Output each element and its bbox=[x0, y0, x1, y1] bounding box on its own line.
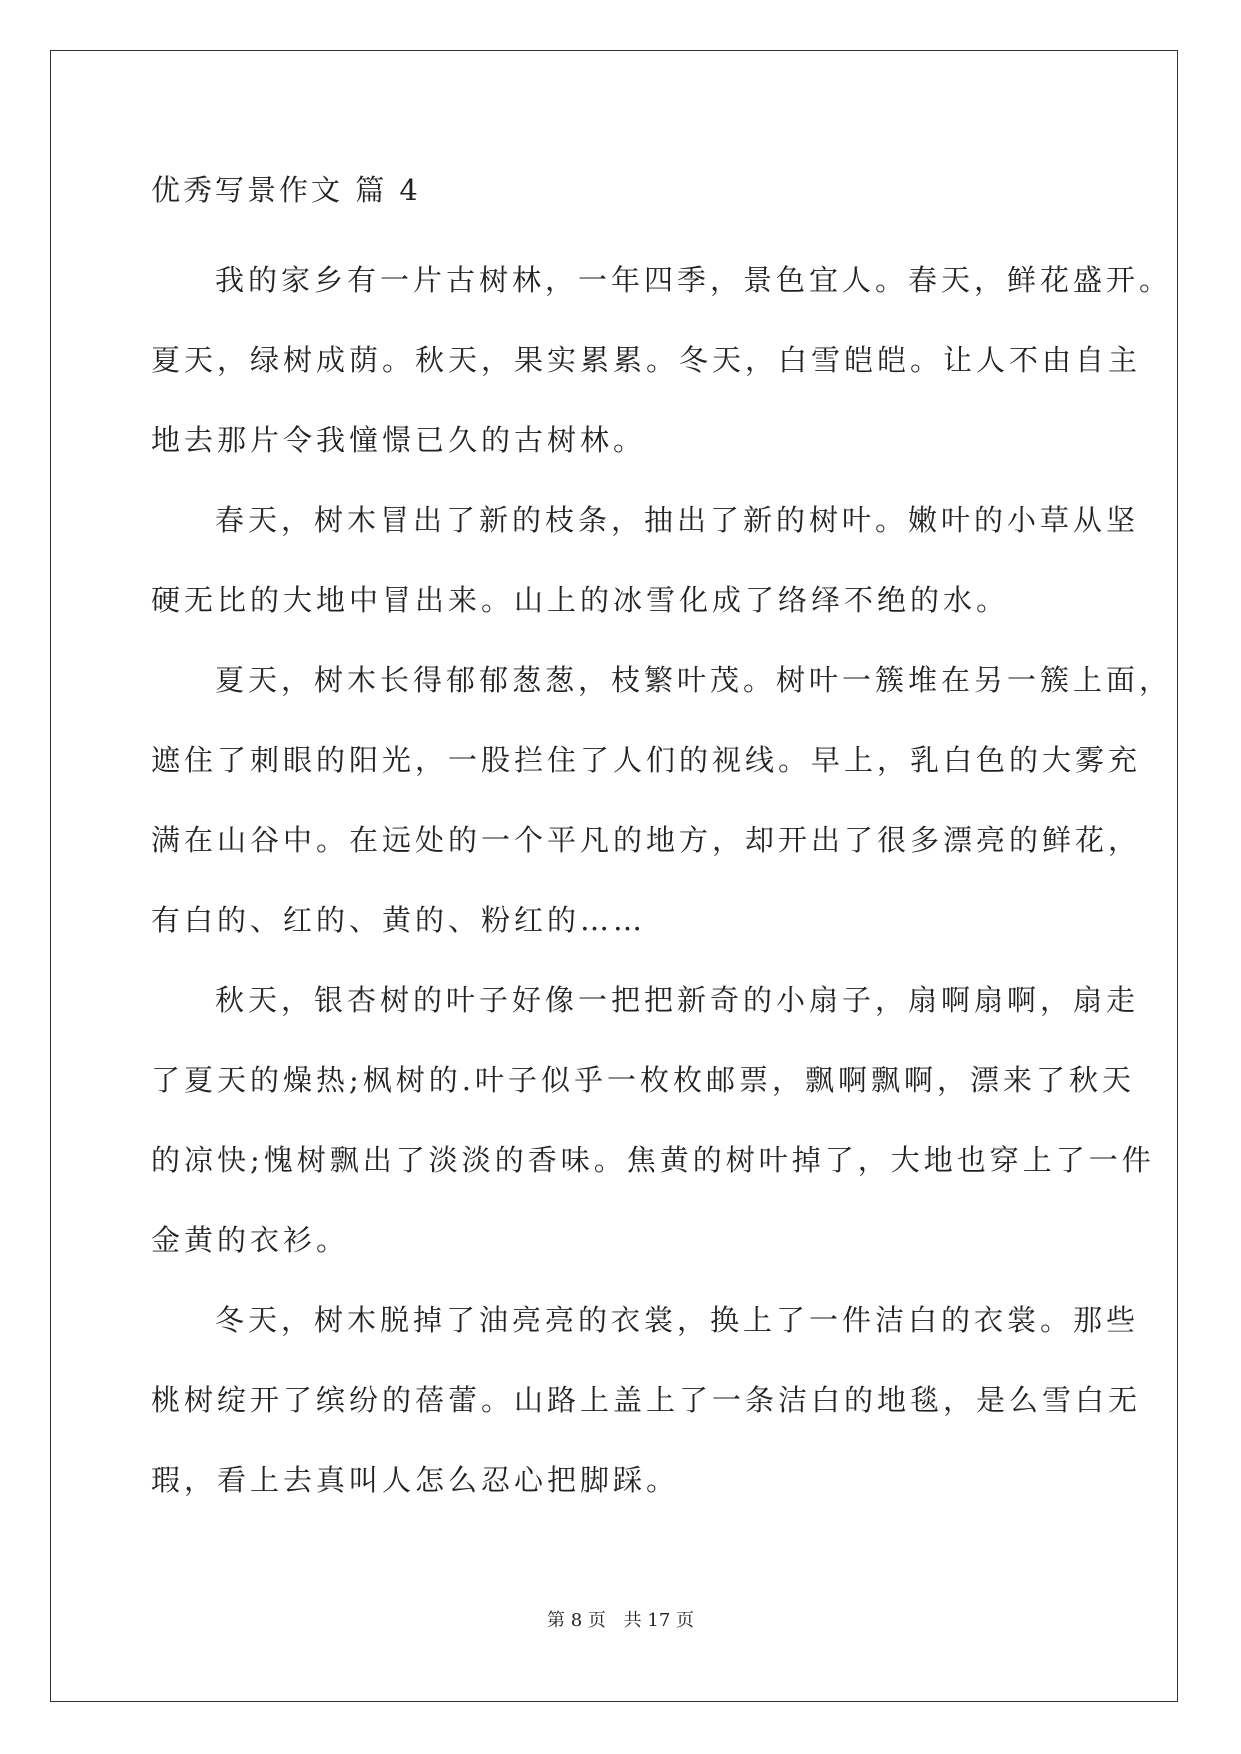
paragraph-line: 地去那片令我憧憬已久的古树林。 bbox=[151, 423, 647, 457]
paragraph bbox=[151, 1280, 1142, 1520]
paragraph-line: 硬无比的大地中冒出来。山上的冰雪化成了络绎不绝的水。 bbox=[151, 583, 1010, 617]
paragraph bbox=[151, 960, 1155, 1280]
paragraph-line: 了夏天的燥热;枫树的.叶子似乎一枚枚邮票，飘啊飘啊，漂来了秋天 bbox=[151, 1063, 1135, 1097]
paragraph bbox=[151, 240, 1173, 480]
paragraph-line: 满在山谷中。在远处的一个平凡的地方，却开出了很多漂亮的鲜花， bbox=[151, 823, 1142, 857]
paragraph-line: 有白的、红的、黄的、粉红的…… bbox=[151, 903, 647, 937]
paragraph-line: 金黄的衣衫。 bbox=[151, 1223, 350, 1257]
paragraph bbox=[151, 480, 1140, 640]
paragraph-line: 夏天，绿树成荫。秋天，果实累累。冬天，白雪皑皑。让人不由自主 bbox=[151, 343, 1142, 377]
paragraph-line: 的凉快;愧树飘出了淡淡的香味。焦黄的树叶掉了，大地也穿上了一件 bbox=[151, 1143, 1155, 1177]
paragraph-line: 遮住了刺眼的阳光，一股拦住了人们的视线。早上，乳白色的大雾充 bbox=[151, 743, 1142, 777]
paragraph-line: 春天，树木冒出了新的枝条，抽出了新的树叶。嫩叶的小草从坚 bbox=[215, 503, 1140, 537]
document-title: 优秀写景作文 篇 4 bbox=[151, 173, 421, 207]
paragraph-line: 我的家乡有一片古树林，一年四季，景色宜人。春天，鲜花盛开。 bbox=[215, 263, 1173, 297]
paragraph-line: 夏天，树木长得郁郁葱葱，枝繁叶茂。树叶一簇堆在另一簇上面， bbox=[215, 663, 1173, 697]
paragraph-line: 桃树绽开了缤纷的蓓蕾。山路上盖上了一条洁白的地毯，是么雪白无 bbox=[151, 1383, 1142, 1417]
paragraph-line: 瑕，看上去真叫人怎么忍心把脚踩。 bbox=[151, 1463, 680, 1497]
paragraph bbox=[151, 640, 1173, 960]
paragraph-line: 冬天，树木脱掉了油亮亮的衣裳，换上了一件洁白的衣裳。那些 bbox=[215, 1303, 1140, 1337]
page-total: 共 17 页 bbox=[623, 1610, 694, 1631]
page-number: 第 8 页 bbox=[547, 1610, 606, 1631]
document-body bbox=[151, 160, 1173, 1520]
paragraph-container bbox=[151, 240, 1173, 1520]
page-footer bbox=[0, 1606, 1241, 1632]
paragraph-line: 秋天，银杏树的叶子好像一把把新奇的小扇子，扇啊扇啊，扇走 bbox=[215, 983, 1140, 1017]
